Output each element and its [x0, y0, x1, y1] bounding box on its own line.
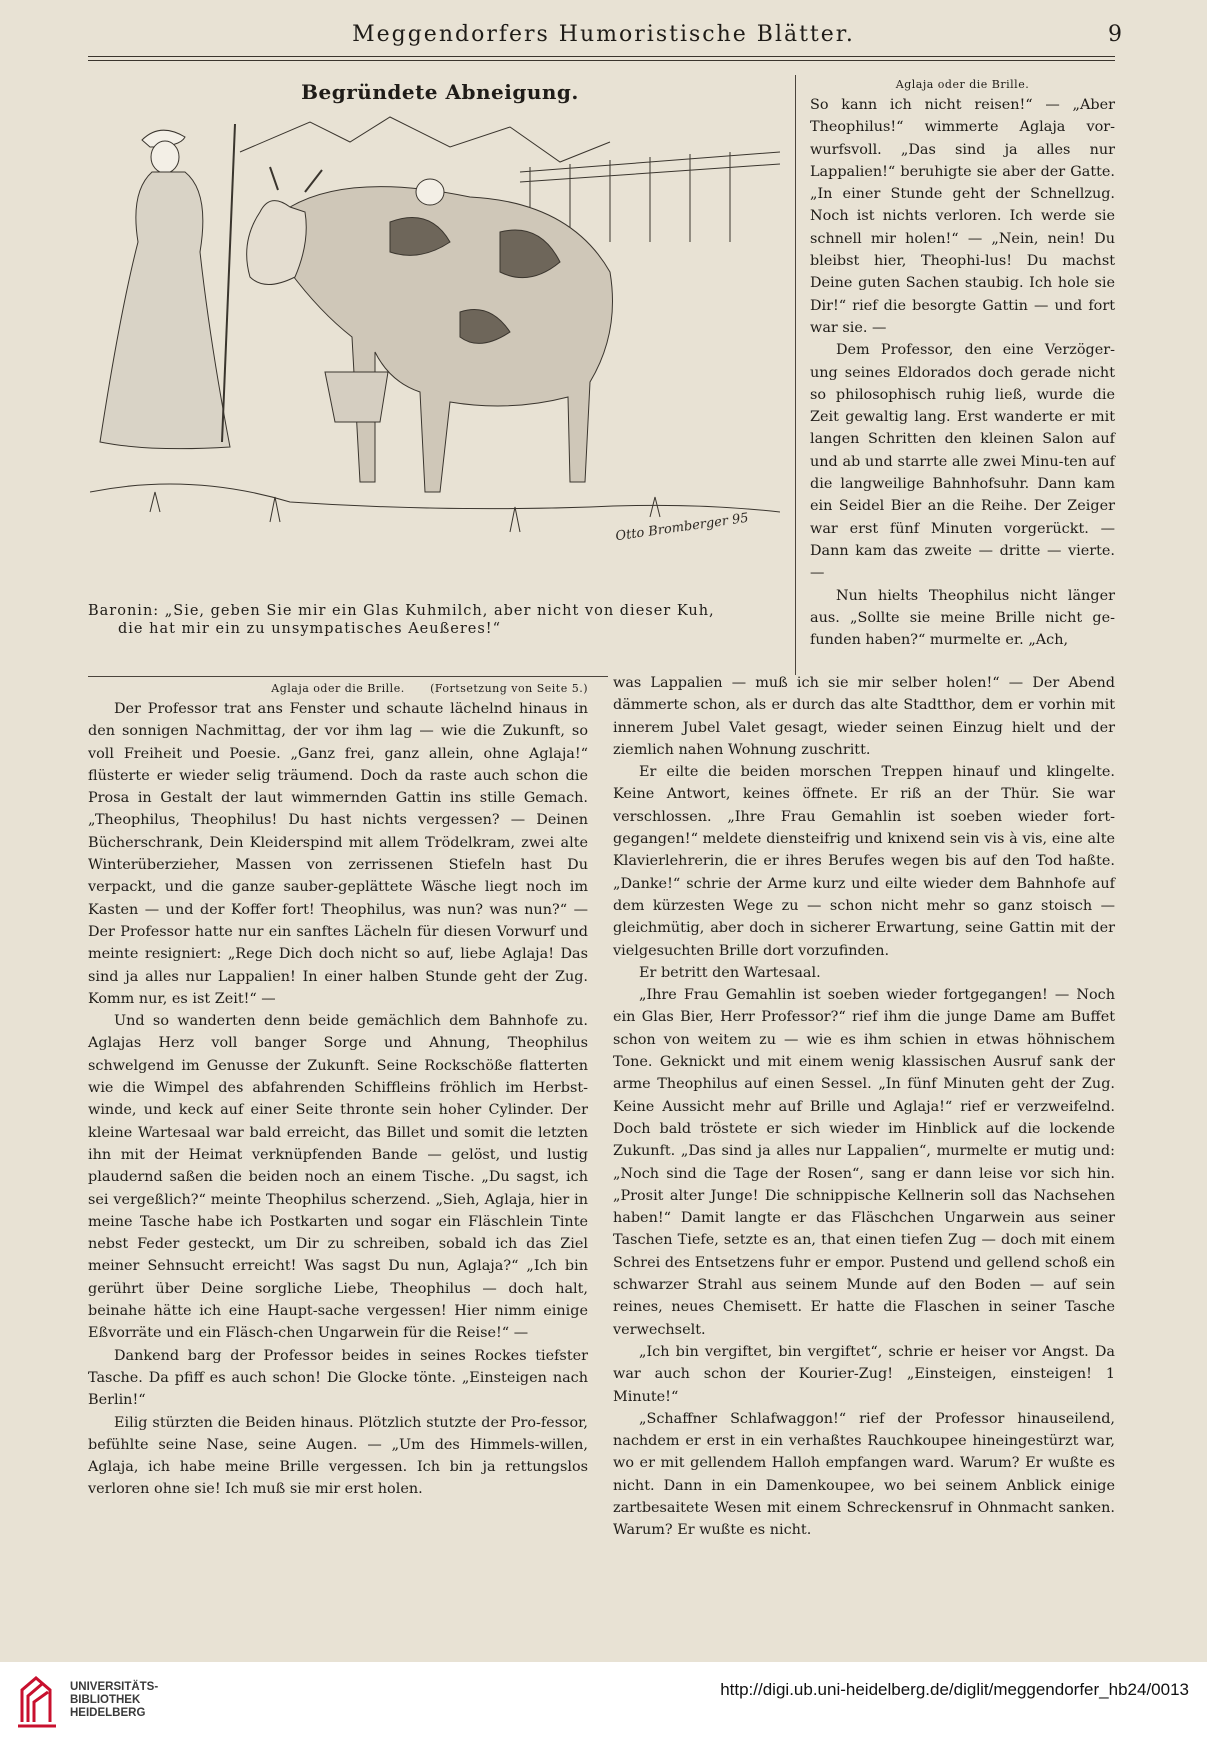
story-paragraph: Er betritt den Wartesaal. [639, 964, 821, 981]
story-paragraph: Nun hielts Theophilus nicht länger aus. „Sollte sie meine Brille nicht ge-funden haben?“ murmelte er. „Ach, [810, 587, 1115, 649]
story-paragraph: So kann ich nicht reisen!“ — „Aber Theophilus!“ wimmerte Aglaja vor-wurfsvoll. „Das sind ja alles nur Lappalien!“ beruhigte sie aber der Gatte. „In einer Stunde geht der Schnellzug. Noch ist nichts verloren. Ich werde sie schnell mir holen!“ — „Nein, nein! Du bleibst hier, Theophi-lus! Du machst Deine guten Sachen staubig. Ich hole sie Dir!“ rief die besorgte Gattin — und fort war sie. — [810, 97, 1115, 336]
story-title: Aglaja oder die Brille. [271, 682, 405, 695]
library-name-line-1: UNIVERSITÄTS- [70, 1681, 159, 1693]
cow-body [290, 187, 613, 492]
cow-horn [270, 167, 322, 192]
caption-line-2: die hat mir ein zu unsympatisches Aeußeres!“ [118, 621, 502, 637]
artist-signature: Otto Bromberger 95 [614, 510, 750, 545]
source-url-link[interactable]: http://digi.ub.uni-heidelberg.de/diglit/meggendorfer_hb24/0013 [720, 1680, 1189, 1699]
walking-stick [222, 124, 235, 442]
grass-tufts [150, 492, 660, 532]
milk-bucket [325, 372, 388, 422]
library-footer [0, 1662, 1207, 1750]
cow-head [247, 201, 307, 285]
page-number: 9 [1108, 22, 1122, 47]
lady-dress [100, 172, 230, 449]
story-paragraph: „Schaffner Schlafwaggon!“ rief der Professor hinauseilend, nachdem er erst in ein verhaßtes Rauchkoupee hineingestürzt war, wo er mit gellendem Halloh empfangen ward. Warum? Er wußte es nicht. Dann in ein Damenkoupee, wo bei seinem Anblick einige zartbesaitete Wesen mit einem Schreckensruf in Ohnmacht sanken. Warum? Er wußte es nicht. [613, 1410, 1115, 1539]
header-rule-thin [88, 60, 1115, 61]
story-paragraph: was Lappalien — muß ich sie mir selber holen!“ — Der Abend dämmerte schon, als er durch das alte Stadtthor, dem er vorhin mit innerem Jubel Valet gesagt, wieder seinen Einzug hielt und der ziemlich nahen Wohnung zuschritt. [613, 675, 1115, 758]
child-head [416, 179, 444, 205]
magazine-title: Meggendorfers Humoristische Blätter. [352, 22, 855, 47]
continuation-note: (Fortsetzung von Seite 5.) [430, 682, 588, 695]
mountain-outline [240, 117, 610, 162]
story-paragraph: Dem Professor, den eine Verzöger-ung seines Eldorados doch gerade nicht so philosophisch ruhig ließ, wurde die Zeit gewaltig lang. Erst wanderte er mit langen Schritten den kleinen Salon auf und ab und starrte alle zwei Minu-ten auf die langweilige Bahnhofsuhr. Dann kam ein Seidel Bier an die Reihe. Der Zeiger war erst fünf Minuten vorgerückt. — Dann kam das zweite — dritte — vierte. — [810, 342, 1115, 582]
story-column-top-right [810, 76, 1115, 651]
story-column-left [88, 680, 588, 1501]
library-name[interactable] [70, 1681, 158, 1720]
story-heading [88, 680, 588, 698]
illustration-caption [88, 602, 788, 638]
story-paragraph: Eilig stürzten die Beiden hinaus. Plötzlich stutzte der Pro-fessor, befühlte seine Nase, seine Augen. — „Um des Himmels-willen, Aglaja, ich habe meine Brille vergessen. Ich bin ja rettungslos verloren ohne sie! Ich muß sie mir erst holen. [88, 1414, 588, 1498]
illustration-title: Begründete Abneigung. [301, 80, 579, 104]
caption-line-1: Baronin: „Sie, geben Sie mir ein Glas Kuhmilch, aber nicht von dieser Kuh, [88, 603, 715, 619]
story-paragraph: Dankend barg der Professor beides in seines Rockes tiefster Tasche. Da pfiff es auch schon! Die Glocke tönte. „Einsteigen nach Berlin!“ [88, 1347, 588, 1409]
story-paragraph: „Ihre Frau Gemahlin ist soeben wieder fortgegangen! — Noch ein Glas Bier, Herr Professor?“ rief ihm die junge Dame am Buffet schon von weitem zu — wie es ihm schien in etwas höhnischem Tone. Geknickt und mit einem wenig klassischen Ausruf sank der arme Theophilus auf einen Sessel. „In fünf Minuten geht der Zug. Keine Aussicht mehr auf Brille und Aglaja!“ rief er verzweifelnd. Doch bald tröstete er sich wieder im Hinblick auf die lockende Zukunft. „Das sind ja alles nur Lappalien“, murmelte er mutig und: „Noch sind die Tage der Rosen“, sang er dann leise vor sich hin. „Prosit alter Junge! Die schnippische Kellnerin soll das Nachsehen haben!“ Damit langte er das Fläschchen Ungarwein aus seiner Taschen Tiefe, setzte es an, that einen tiefen Zug — doch mit einem Schrei des Entsetzens fuhr er empor. Pustend und gellend schoß ein schwarzer Strahl aus seinem Munde auf den Boden — auf sein reines, neues Chemisett. Er hatte die Flaschen in seiner Tasche verwechselt. [613, 987, 1115, 1338]
library-name-line-2: BIBLIOTHEK [70, 1694, 141, 1706]
story-paragraph: „Ich bin vergiftet, bin vergiftet“, schrie er heiser vor Angst. Da war auch schon der Kourier-Zug! „Einsteigen, einsteigen! 1 Minute!“ [613, 1343, 1115, 1405]
story-running-head: Aglaja oder die Brille. [895, 78, 1030, 91]
section-rule [88, 676, 608, 677]
story-column-right [613, 672, 1115, 1542]
story-paragraph: Er eilte die beiden morschen Treppen hinauf und klingelte. Keine Antwort, keines öffnete. Er riß an der Thür. Sie war verschlossen. „Ihre Frau Gemahlin ist soeben wieder fort-gegangen!“ meldete diensteifrig und knixend sein vis à vis, eine alte Klavierlehrerin, die er ihres Berufes wegen bis auf den Tod haßte. „Danke!“ schrie der Arme kurz und eilte wieder dem Bahnhofe auf dem kürzesten Wege zu — schon nicht mehr so ganz stoisch — gleichmütig, aber doch in sicherer Erwartung, seine Gattin mit der vielgesuchten Brille dort vorzufinden. [613, 764, 1115, 959]
column-divider [795, 75, 796, 675]
story-paragraph: Und so wanderten denn beide gemächlich dem Bahnhofe zu. Aglajas Herz voll banger Sorge und Ahnung, Theophilus schwelgend im Genusse der Zukunft. Seine Rockschöße flatterten wie die Wimpel des abfahrenden Schiffleins fröhlich im Herbst-winde, und keck auf einer Seite thronte sein hoher Cylinder. Der kleine Wartesaal war bald erreicht, das Billet und somit die letzten ihn mit der Heimat verknüpfenden Bande — gelöst, und lustig plaudernd saßen die beiden noch an einem Tische. „Du sagst, ich sei vergeßlich?“ meinte Theophilus scherzend. „Sieh, Aglaja, hier in meine Tasche habe ich Postkarten und sogar ein Fläschlein Tinte nebst Feder gesteckt, um Dir zu schreiben, sobald ich das Ziel meiner Sehnsucht erreicht! Was sagst Du nun, Aglaja?“ „Ich bin gerührt über Deine sorgliche Liebe, Theophilus — doch halt, beinahe hätte ich eine Haupt-sache vergessen! Hier nimm einige Eßvorräte und ein Fläsch-chen Ungarwein für die Reise!“ — [88, 1013, 588, 1342]
story-paragraph: Der Professor trat ans Fenster und schaute lächelnd hinaus in den sonnigen Nachmittag, der vor ihm lag — wie die Zukunft, so voll Freiheit und Poesie. „Ganz frei, ganz allein, ohne Aglaja!“ flüsterte er wieder selig träumend. Doch da raste auch schon die Prosa in Gestalt der laut wimmernden Gattin ins stille Gemach. „Theophilus, Theophilus! Du hast nichts vergessen? — Deinen Bücherschrank, Dein Kleiderspind mit allem Trödelkram, zwei alte Winterüberzieher, Massen von zerrissenen Stiefeln hast Du verpackt, und die ganze sauber-geplättete Wäsche liegt noch im Kasten — und der Koffer fort! Theophilus, was nun? was nun?“ — Der Professor hatte nur ein sanftes Lächeln für diesen Vorwurf und meinte resigniert: „Rege Dich doch nicht so auf, liebe Aglaja! Das sind ja alles nur Lappalien! In einer halben Stunde geht der Zug. Komm nur, es ist Zeit!“ — [88, 701, 588, 1007]
university-library-logo-icon[interactable] [14, 1672, 64, 1732]
header-rule [88, 56, 1115, 57]
library-name-line-3: HEIDELBERG [70, 1707, 146, 1719]
lady-head [151, 141, 179, 173]
